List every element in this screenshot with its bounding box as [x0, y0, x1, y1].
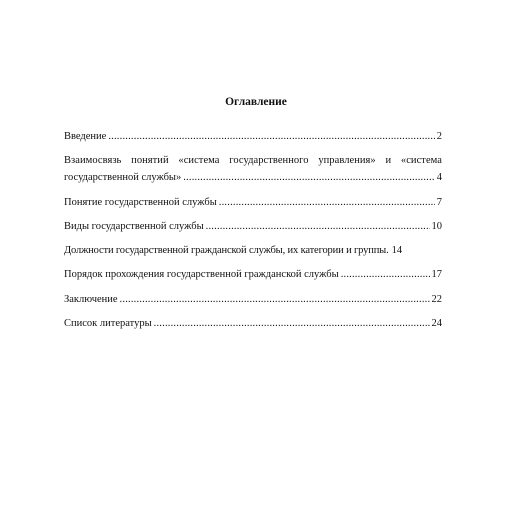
- toc-entry-relationship[interactable]: [64, 152, 442, 186]
- toc-page-number: 22: [431, 293, 442, 305]
- toc-page-number: 24: [431, 318, 442, 330]
- dot-leader: [154, 315, 430, 332]
- dot-leader: [206, 218, 430, 235]
- toc-entry-text: Должности государственной гражданской службы, их категории и группы.: [64, 245, 389, 257]
- toc-page-number: 10: [431, 220, 442, 232]
- toc-entry-text-line-2: государственной службы»: [64, 172, 182, 184]
- toc-entry-text: Виды государственной службы: [64, 220, 204, 232]
- toc-entry-text-line-1: Взаимосвязь понятий «система государственного управления» и «система: [64, 155, 442, 167]
- toc-title: Оглавление: [225, 96, 287, 108]
- dot-leader: [183, 169, 435, 186]
- table-of-contents: [64, 128, 442, 339]
- dot-leader: [108, 128, 434, 145]
- toc-entry-conclusion[interactable]: [64, 291, 442, 308]
- toc-entry-text: Список литературы: [64, 318, 152, 330]
- toc-entry-positions[interactable]: [64, 242, 442, 259]
- toc-entry-text: Заключение: [64, 293, 118, 305]
- toc-entry-text: Понятие государственной службы: [64, 196, 217, 208]
- toc-entry-procedure[interactable]: [64, 266, 442, 283]
- toc-page-number: 2: [436, 131, 442, 142]
- dot-leader: [120, 291, 430, 308]
- toc-entry-references[interactable]: [64, 315, 442, 332]
- toc-page-number: 17: [431, 269, 442, 281]
- toc-page-number: 7: [436, 196, 442, 208]
- toc-entry-text: Порядок прохождения государственной гражданской службы: [64, 269, 339, 281]
- toc-entry-types[interactable]: [64, 218, 442, 235]
- dot-leader: [341, 266, 430, 283]
- toc-entry-introduction[interactable]: [64, 128, 442, 145]
- toc-page-number: 14: [391, 245, 403, 257]
- toc-entry-text: Введение: [64, 131, 107, 142]
- toc-entry-concept[interactable]: [64, 194, 442, 211]
- dot-leader: [219, 194, 435, 211]
- toc-page-number: 4: [436, 172, 442, 184]
